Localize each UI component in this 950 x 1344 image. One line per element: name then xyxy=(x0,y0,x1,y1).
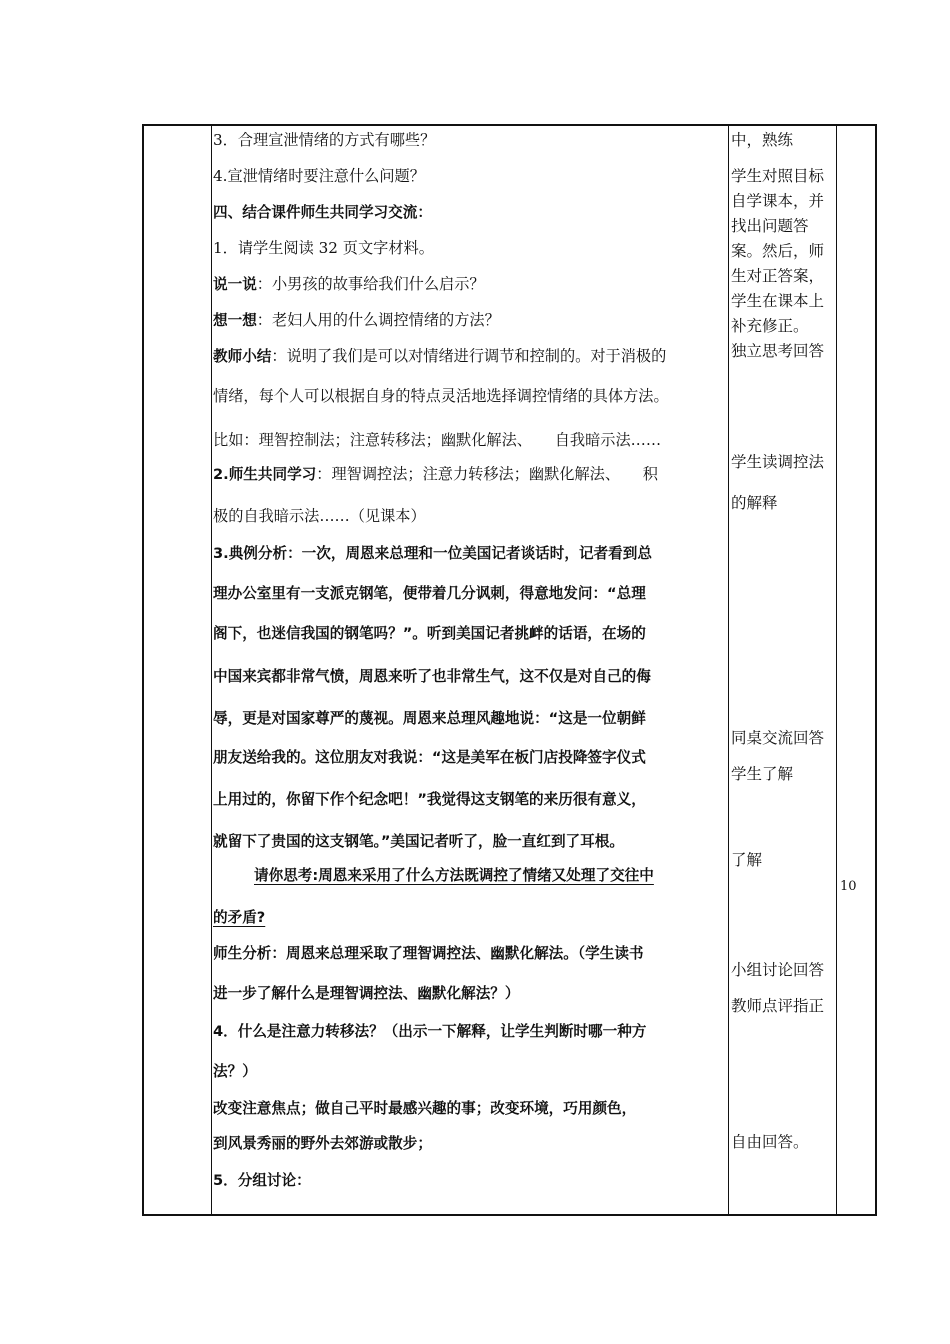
activity-line: 学生对照目标 xyxy=(731,167,825,185)
case-line: 朋友送给我的。这位朋友对我说：“这是美军在板门店投降签字仪式 xyxy=(213,749,646,766)
content-line xyxy=(213,274,485,295)
content-line xyxy=(213,346,666,367)
teaching-content-column xyxy=(212,126,728,1214)
activity-line: 学生了解 xyxy=(731,765,794,783)
activity-line: 自学课本，并 xyxy=(731,192,825,210)
prompt-label: 想一想 xyxy=(213,312,257,329)
case-line: 改变注意焦点；做自己平时最感兴趣的事；改变环境，巧用颜色， xyxy=(213,1100,637,1117)
activity-line: 学生在课本上 xyxy=(731,292,825,310)
activity-line: 自由回答。 xyxy=(731,1133,809,1151)
case-line: 阁下，也迷信我国的钢笔吗？”。听到美国记者挑衅的话语，在场的 xyxy=(213,625,646,642)
activity-line: 同桌交流回答 xyxy=(731,729,825,747)
think-question: 请你思考:周恩来采用了什么方法既调控了情绪又处理了交往中 xyxy=(254,867,654,884)
time-column xyxy=(838,126,877,1214)
think-question: 的矛盾? xyxy=(213,909,266,926)
content-line: 4.宣泄情绪时要注意什么问题？ xyxy=(213,167,425,185)
case-line: 就留下了贵国的这支钢笔。”美国记者听了，脸一直红到了耳根。 xyxy=(213,833,624,850)
student-activity-column xyxy=(730,126,836,1214)
prompt-label: 教师小结 xyxy=(213,348,272,365)
activity-line: 了解 xyxy=(731,851,763,869)
activity-line: 找出问题答 xyxy=(731,217,809,235)
case-line: 理办公室里有一支派克钢笔，便带着几分讽刺，得意地发问：“总理 xyxy=(213,585,646,602)
case-line: 3.典例分析：一次，周恩来总理和一位美国记者谈话时，记者看到总 xyxy=(213,545,652,562)
activity-line: 教师点评指正 xyxy=(731,997,825,1015)
content-line: 3．合理宣泄情绪的方式有哪些？ xyxy=(213,131,436,149)
case-line: 上用过的，你留下作个纪念吧！”我觉得这支钢笔的来历很有意义， xyxy=(213,791,646,808)
case-line: 辱，更是对国家尊严的蔑视。周恩来总理风趣地说：“这是一位朝鲜 xyxy=(213,710,646,727)
content-line xyxy=(213,464,658,485)
activity-line: 独立思考回答 xyxy=(731,342,825,360)
content-line xyxy=(213,310,500,331)
content-line: 情绪，每个人可以根据自身的特点灵活地选择调控情绪的具体方法。 xyxy=(213,387,669,405)
activity-line: 小组讨论回答 xyxy=(731,961,825,979)
case-line: 中国来宾都非常气愤，周恩来听了也非常生气，这不仅是对自己的侮 xyxy=(213,668,651,685)
prompt-label: 2.师生共同学习 xyxy=(213,466,317,483)
activity-line: 学生读调控法 xyxy=(731,453,825,471)
case-line: 进一步了解什么是理智调控法、幽默化解法？） xyxy=(213,985,520,1002)
content-line: 比如：理智控制法；注意转移法；幽默化解法、 自我暗示法…… xyxy=(213,431,662,449)
prompt-text: ：老妇人用的什么调控情绪的方法？ xyxy=(256,311,500,329)
case-line: 到风景秀丽的野外去郊游或散步； xyxy=(213,1135,432,1152)
case-line: 4．什么是注意力转移法？（出示一下解释，让学生判断时哪一种方 xyxy=(213,1023,647,1040)
activity-line: 补充修正。 xyxy=(731,317,809,335)
case-line: 法？） xyxy=(213,1063,257,1080)
lesson-plan-table xyxy=(142,124,877,1216)
case-line: 5．分组讨论： xyxy=(213,1172,311,1189)
activity-line: 生对正答案， xyxy=(731,267,825,285)
section-heading: 四、结合课件师生共同学习交流： xyxy=(213,204,432,221)
prompt-label: 说一说 xyxy=(213,276,257,293)
activity-line: 中，熟练 xyxy=(731,131,794,149)
case-line: 师生分析：周恩来总理采取了理智调控法、幽默化解法。（学生读书 xyxy=(213,945,644,962)
content-line: 1．请学生阅读 32 页文字材料。 xyxy=(213,239,434,257)
prompt-text: ：小男孩的故事给我们什么启示？ xyxy=(256,275,485,293)
time-minutes: 10 xyxy=(840,879,857,894)
activity-line: 案。然后，师 xyxy=(731,242,825,260)
content-line: 极的自我暗示法……（见课本） xyxy=(213,507,426,525)
prompt-text: ：说明了我们是可以对情绪进行调节和控制的。对于消极的 xyxy=(271,347,667,365)
column-divider xyxy=(836,126,837,1214)
activity-line: 的解释 xyxy=(731,494,778,512)
column-divider xyxy=(728,126,729,1214)
prompt-text: ：理智调控法；注意力转移法；幽默化解法、 积 xyxy=(316,465,658,483)
